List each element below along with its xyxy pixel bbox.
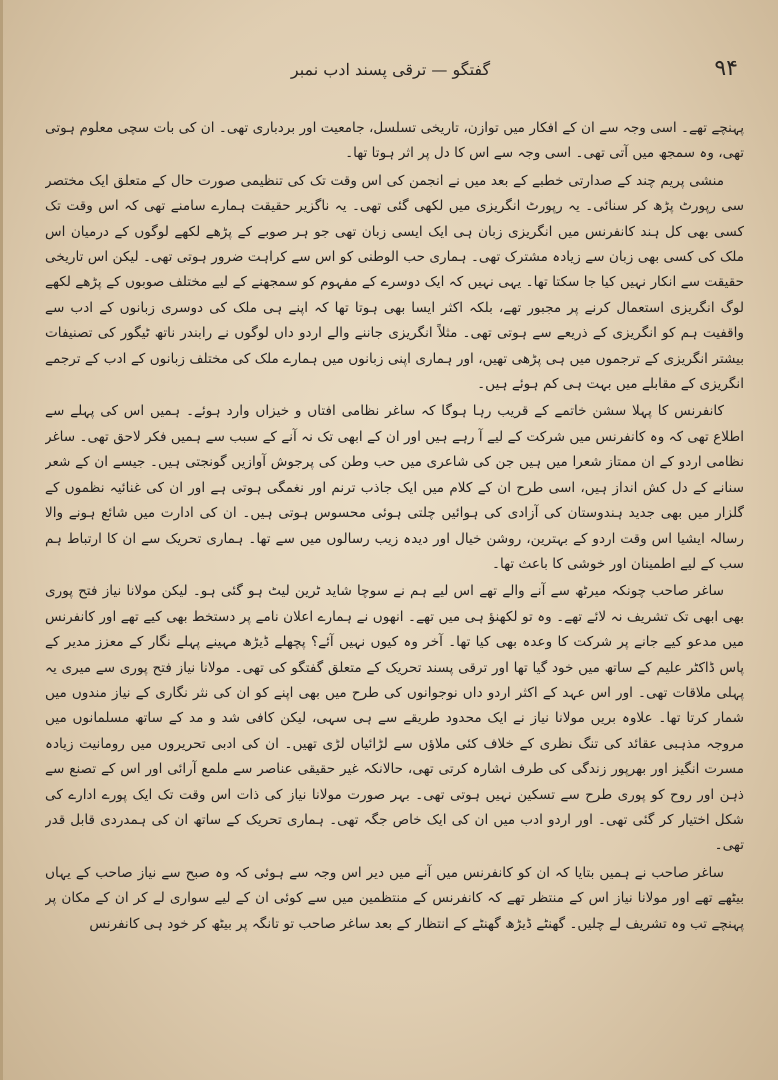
page-header (43, 56, 738, 90)
paragraph-1: پہنچے تھے۔ اسی وجہ سے ان کے افکار میں توازن، تاریخی تسلسل، جامعیت اور بردباری تھی۔ ان کی بات سچی معلوم ہوتی تھی، وہ سمجھ میں آتی تھی۔ اسی وجہ سے اس کا دل پر اثر ہوتا تھا۔ (45, 120, 744, 162)
body-text (45, 116, 744, 1058)
paragraph-3: کانفرنس کا پہلا سشن خاتمے کے قریب رہا ہوگا کہ ساغر نظامی افتاں و خیزاں وارد ہوئے۔ ہمیں اس کی پہلے سے اطلاع تھی کہ وہ کانفرنس میں شرکت کے لیے آ رہے ہیں اور ان کے ابھی تک نہ آنے کے سبب سے ہمیں فکر لاحق تھی۔ ساغر نظامی اردو کے ان ممتاز شعرا میں ہیں جن کی شاعری میں حب وطن کی پرجوش آوازیں گونجتی ہیں۔ جیسے ان کے شعر سنانے کے دل کش انداز ہیں، اسی طرح ان کے کلام میں ایک جاذب ترنم اور نغمگی ہوتی ہے اور ان کی غنائیہ نظموں کے گلزار میں بھی جدید ہندوستان کی آزادی کی ہوائیں چلتی ہوئی محسوس ہوتی ہیں۔ ان کی ادارت میں شائع ہونے والا رسالہ ایشیا اس وقت اردو کے بہترین، روشن خیال اور دیدہ زیب رسالوں میں سے تھا۔ ہماری تحریک سے ان کا ارتباط ہم سب کے لیے اطمینان اور خوشی کا باعث تھا۔ (45, 403, 744, 572)
paragraph-2: منشی پریم چند کے صدارتی خطبے کے بعد میں نے انجمن کی اس وقت تک کی تنظیمی صورت حال کے متعلق ایک مختصر سی رپورٹ پڑھ کر سنائی۔ یہ رپورٹ انگریزی میں لکھی گئی تھی۔ یہ ناگزیر حقیقت ہمارے سامنے تھی کہ اس وقت تک کسی بھی کل ہند کانفرنس میں انگریزی زبان ہی ایک ایسی زبان تھی جو ہر صوبے کے پڑھے لکھے لوگوں کے درمیان اس ملک کی کسی بھی زبان سے زیادہ مشترک تھی۔ ہماری حب الوطنی کو اس سے کراہت ضرور ہوتی تھی۔ لیکن اس تاریخی حقیقت سے انکار نہیں کیا جا سکتا تھا۔ یہی نہیں کہ ایک دوسرے کے مفہوم کو سمجھنے کے لیے مختلف صوبوں کے پڑھے لکھے لوگ انگریزی استعمال کرنے پر مجبور تھے، بلکہ اکثر ایسا بھی ہوتا تھا کہ اپنے ہی ملک کی دوسری زبانوں کے ادب سے واقفیت ہم کو انگریزی کے ذریعے سے ہوتی تھی۔ مثلاً انگریزی جاننے والے اردو داں لوگوں نے رابندر ناتھ ٹیگور کی تصنیفات بیشتر انگریزی کے ترجموں میں ہی پڑھی تھیں، اور ہماری اپنی زبانوں میں ہمارے ملک کی مختلف زبانوں کے ادب کے ترجمے انگریزی کے مقابلے میں بہت ہی کم ہوئے ہیں۔ (45, 172, 744, 393)
page-number: ۹۴ (714, 56, 738, 81)
running-head: گفتگو — ترقی پسند ادب نمبر (290, 60, 491, 79)
paragraph-5: ساغر صاحب نے ہمیں بتایا کہ ان کو کانفرنس میں آنے میں دیر اس وجہ سے ہوئی کہ وہ صبح سے نیاز صاحب کے یہاں بیٹھے تھے اور مولانا نیاز اس کے منتظر تھے کہ کانفرنس کے منتظمین میں سے کوئی ان کے لیے سواری لے کر ان کے مکان پر پہنچے تب وہ تشریف لے چلیں۔ گھنٹے ڈیڑھ گھنٹے کے انتظار کے بعد ساغر صاحب تو تانگہ پر بیٹھ کر خود ہی کانفرنس (45, 864, 744, 932)
paragraph-4: ساغر صاحب چونکہ میرٹھ سے آنے والے تھے اس لیے ہم نے سوچا شاید ٹرین لیٹ ہو گئی ہو۔ لیکن مولانا نیاز فتح پوری بھی ابھی تک تشریف نہ لائے تھے۔ وہ تو لکھنؤ ہی میں تھے۔ انھوں نے ہمارے اعلان نامے پر دستخط بھی کیے تھے اور کانفرنس میں مدعو کیے جانے پر شرکت کا وعدہ بھی کیا تھا۔ آخر وہ کیوں نہیں آئے؟ پچھلے ڈیڑھ مہینے پہلے نگار کے معزز مدیر کے پاس ڈاکٹر علیم کے ساتھ میں خود گیا تھا اور ترقی پسند تحریک کے متعلق گفتگو کی تھی۔ مولانا نیاز فتح پوری سے میری یہ پہلی ملاقات تھی۔ اور اس عہد کے اکثر اردو داں نوجوانوں کی طرح میں بھی اپنے کو ان کی نثر نگاری کے نیاز مندوں میں شمار کرتا تھا۔ علاوہ بریں مولانا نیاز نے ایک محدود طریقے سے ہی سہی، لیکن کافی شد و مد کے ساتھ مسلمانوں میں مروجہ مذہبی عقائد کی تنگ نظری کے خلاف کئی ملاؤں سے لڑائیاں لڑی تھیں۔ ان کی ادبی تحریروں میں رومانیت زیادہ مسرت انگیز اور بھرپور زندگی کی طرف اشارہ کرتی تھی، حالانکہ غیر حقیقی عناصر سے ملمع آرائی اور اس کے تصنع سے ذہن اور روح کو پوری طرح سے تسکین نہیں ہوتی تھی۔ بہر صورت مولانا نیاز کی ذات اس وقت تک ایک پورے ادارے کی شکل اختیار کر گئی تھی۔ اور اردو ادب میں ان کی ایک خاص جگہ تھی۔ ہماری تحریک کے ساتھ ان کی ہمدردی قابل قدر تھی۔ (45, 583, 744, 854)
